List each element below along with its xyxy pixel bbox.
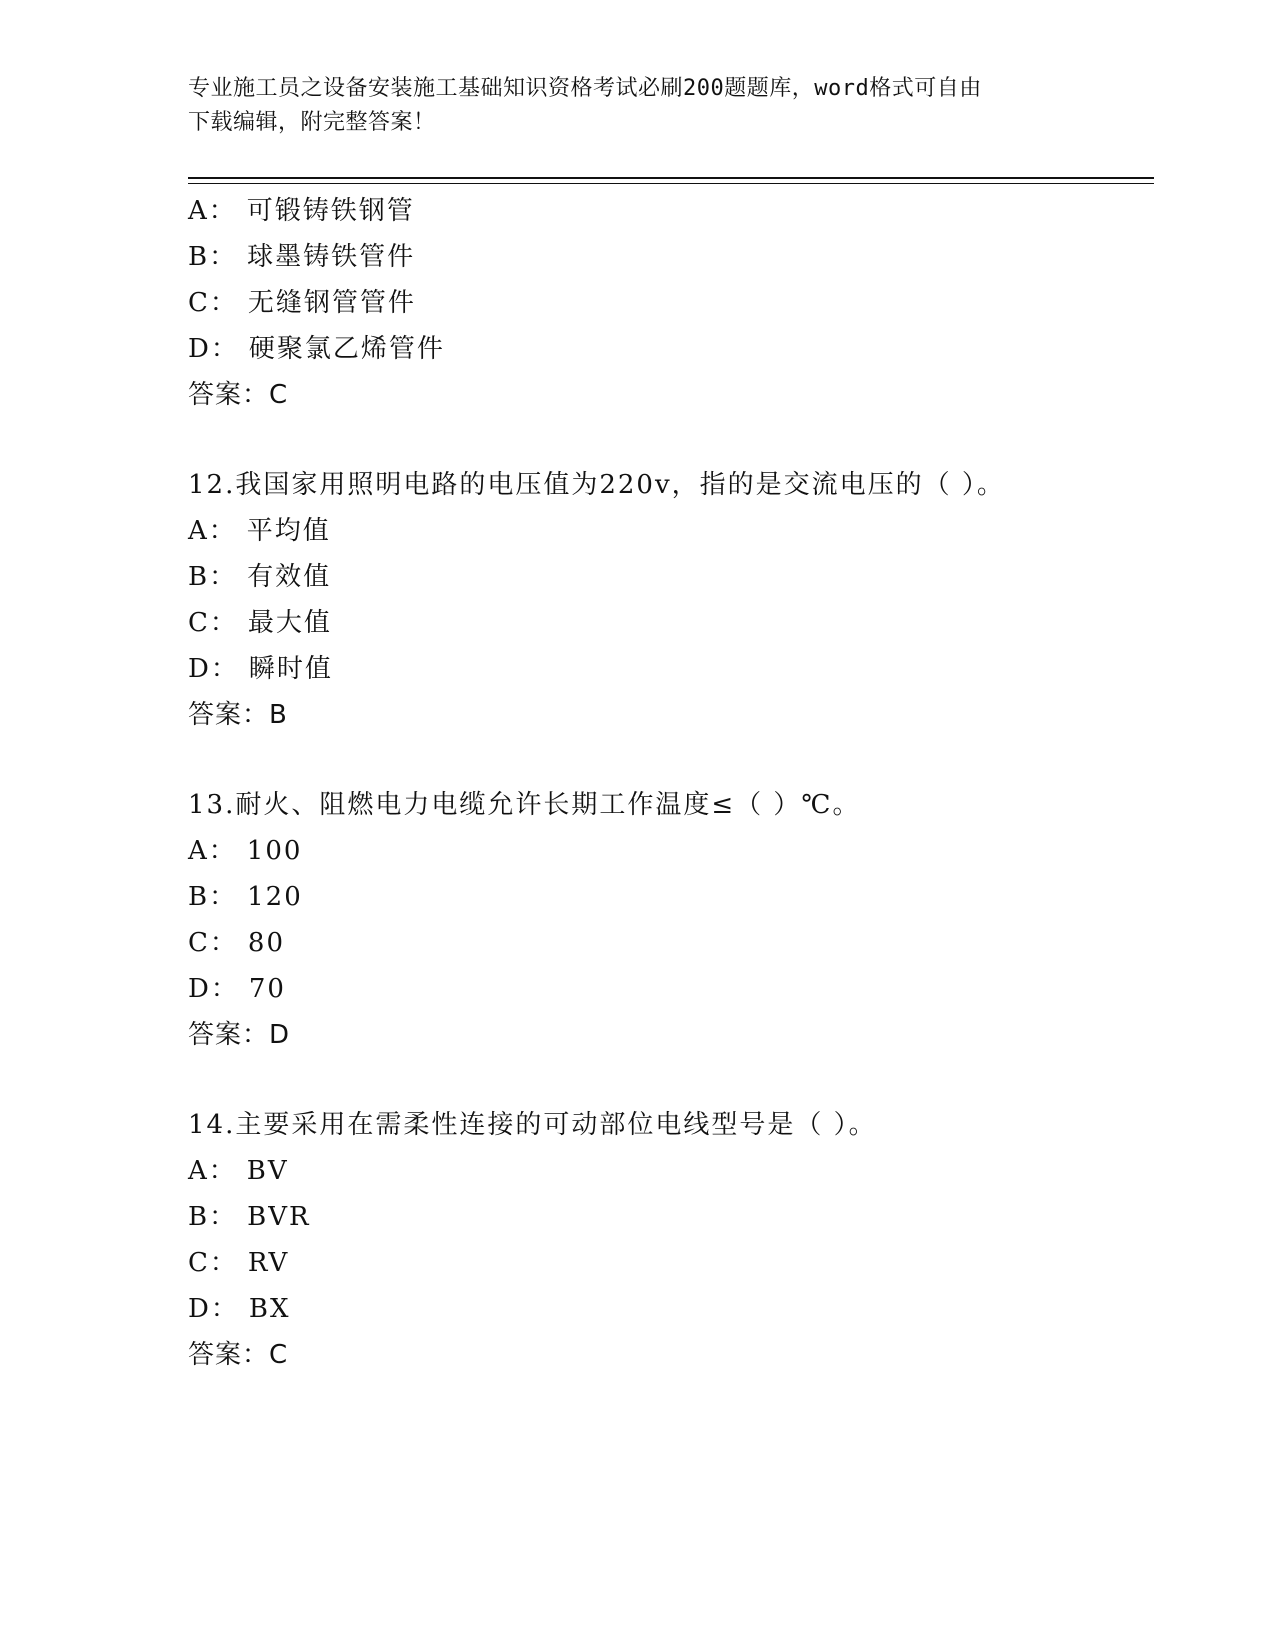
option-text: 可锻铸铁钢管 [246, 196, 415, 226]
option-label: A： [188, 1156, 237, 1186]
option-a [188, 828, 1168, 874]
question-text: 12.我国家用照明电路的电压值为220v，指的是交流电压的（ ）。 [188, 470, 1005, 500]
option-d [188, 966, 1168, 1012]
question-text: 14.主要采用在需柔性连接的可动部位电线型号是（ ）。 [188, 1110, 877, 1140]
document-header [188, 72, 1068, 140]
option-label: C： [188, 928, 238, 958]
answer-line: 答案：B [188, 700, 288, 730]
header-title-line-2: 下载编辑，附完整答案！ [188, 110, 436, 135]
option-c [188, 1240, 1168, 1286]
option-label: C： [188, 288, 238, 318]
question-14-block [188, 1102, 1168, 1378]
option-text: 100 [246, 836, 303, 866]
option-label: C： [188, 608, 238, 638]
option-text: BX [248, 1294, 291, 1324]
option-a [188, 508, 1168, 554]
option-label: A： [188, 836, 237, 866]
option-label: D： [188, 974, 239, 1004]
option-b [188, 1194, 1168, 1240]
option-b [188, 874, 1168, 920]
question-text: 13.耐火、阻燃电力电缆允许长期工作温度≤（ ）℃。 [188, 790, 861, 820]
option-text: 最大值 [247, 608, 332, 638]
header-divider-thin [188, 183, 1154, 184]
answer-line: 答案：D [188, 1020, 291, 1050]
option-c [188, 280, 1168, 326]
option-c [188, 600, 1168, 646]
option-label: A： [188, 516, 237, 546]
option-text: 70 [248, 974, 286, 1004]
option-label: C： [188, 1248, 238, 1278]
option-text: 有效值 [247, 562, 332, 592]
option-label: D： [188, 334, 239, 364]
option-label: D： [188, 654, 239, 684]
option-text: BV [246, 1156, 289, 1186]
header-divider-thick [188, 177, 1154, 179]
option-a [188, 1148, 1168, 1194]
option-text: RV [247, 1248, 290, 1278]
option-label: D： [188, 1294, 239, 1324]
option-a [188, 188, 1168, 234]
option-text: 无缝钢管管件 [247, 288, 416, 318]
option-label: B： [188, 1202, 238, 1232]
answer-line: 答案：C [188, 1340, 289, 1370]
option-label: B： [188, 882, 238, 912]
option-d [188, 1286, 1168, 1332]
option-text: 球墨铸铁管件 [247, 242, 416, 272]
question-13-block [188, 782, 1168, 1058]
option-text: 瞬时值 [248, 654, 333, 684]
option-text: 平均值 [246, 516, 331, 546]
option-label: A： [188, 196, 237, 226]
option-label: B： [188, 242, 238, 272]
question-12-block [188, 462, 1168, 738]
option-label: B： [188, 562, 238, 592]
question-11-block [188, 188, 1168, 418]
answer-line: 答案：C [188, 380, 289, 410]
option-b [188, 554, 1168, 600]
option-d [188, 326, 1168, 372]
option-b [188, 234, 1168, 280]
option-d [188, 646, 1168, 692]
option-text: BVR [247, 1202, 311, 1232]
question-list [188, 188, 1168, 1378]
option-c [188, 920, 1168, 966]
option-text: 硬聚氯乙烯管件 [248, 334, 445, 364]
header-title-line-1: 专业施工员之设备安装施工基础知识资格考试必刷200题题库，word格式可自由 [188, 76, 982, 101]
option-text: 80 [247, 928, 285, 958]
option-text: 120 [247, 882, 303, 912]
